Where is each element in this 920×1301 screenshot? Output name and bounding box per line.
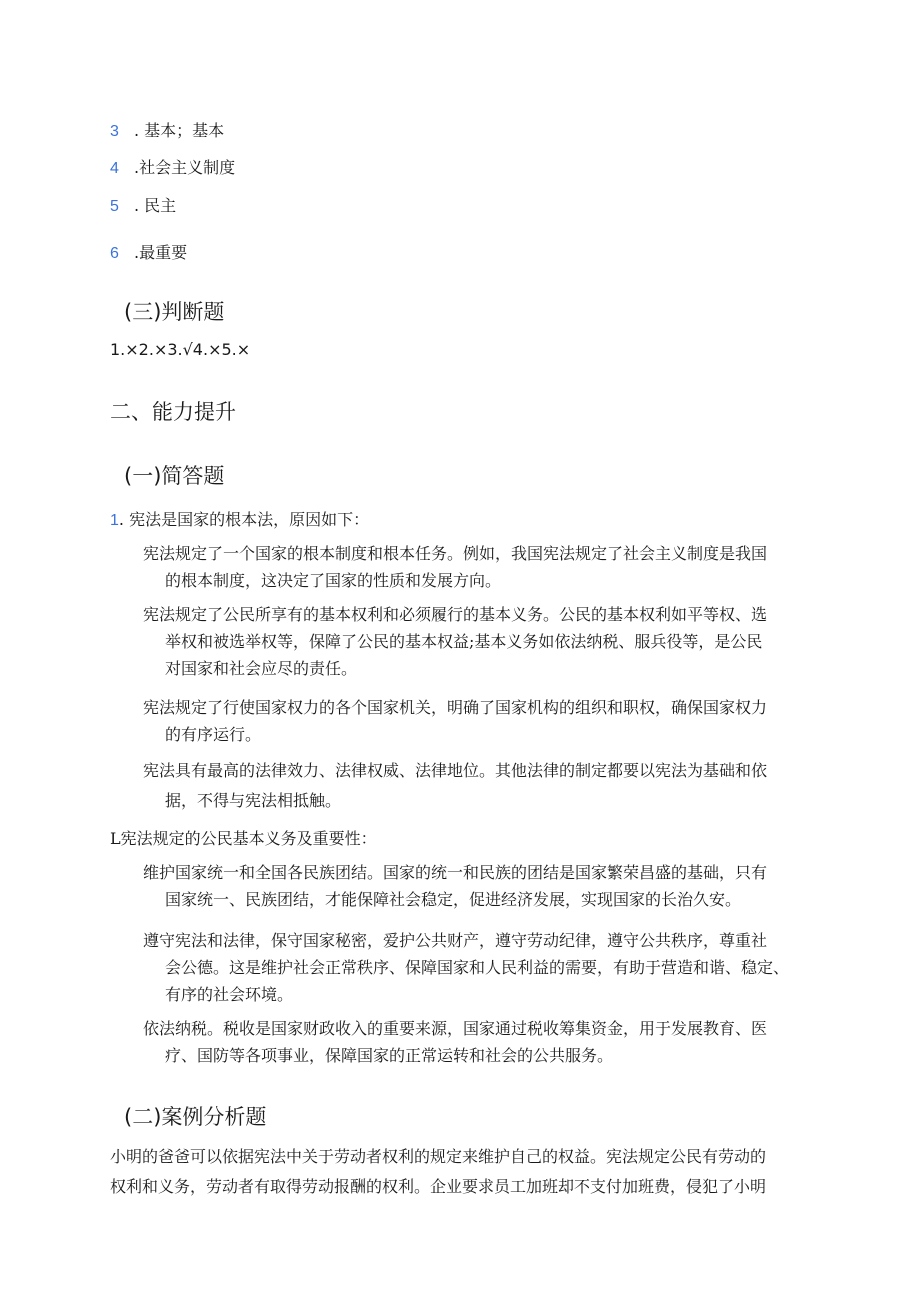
- answer-item-4: [110, 155, 235, 178]
- point-line: 依法纳税。税收是国家财政收入的重要来源，国家通过税收筹集资金，用于发展教育、医: [143, 1019, 768, 1038]
- point-line: 会公德。这是维护社会正常秩序、保障国家和人民利益的需要，有助于营造和谐、稳定、: [165, 958, 790, 977]
- question-number: 1: [110, 512, 119, 529]
- answer-text: .社会主义制度: [134, 158, 236, 177]
- point-line: 宪法规定了一个国家的根本制度和根本任务。例如，我国宪法规定了社会主义制度是我国: [143, 544, 768, 563]
- paragraph-line: 小明的爸爸可以依据宪法中关于劳动者权利的规定来维护自己的权益。宪法规定公民有劳动的: [110, 1147, 767, 1166]
- point-line: 国家统一、民族团结，才能保障社会稳定，促进经济发展，实现国家的长治久安。: [165, 890, 742, 909]
- question-2-intro: L宪法规定的公民基本义务及重要性：: [110, 829, 377, 848]
- answer-text: . 民主: [134, 196, 177, 215]
- point-line: 据，不得与宪法相抵触。: [165, 791, 342, 810]
- question-1-intro: [110, 507, 369, 530]
- q2-point-1: [143, 859, 767, 913]
- section-short-answer-title: (一)简答题: [124, 464, 225, 488]
- answer-item-3: [110, 118, 224, 141]
- answer-number: 6: [110, 245, 119, 262]
- q1-point-2: [143, 601, 767, 682]
- q1-point-1: [143, 540, 767, 594]
- answer-text: .最重要: [134, 243, 188, 262]
- q1-point-3: [143, 694, 767, 748]
- question-intro-text: . 宪法是国家的根本法，原因如下：: [118, 510, 370, 529]
- point-line: 疗、国防等各项事业，保障国家的正常运转和社会的公共服务。: [165, 1046, 614, 1065]
- section-ability-title: 二、能力提升: [110, 400, 236, 424]
- answer-number: 3: [110, 123, 119, 140]
- answer-number: 5: [110, 198, 119, 215]
- point-line: 对国家和社会应尽的责任。: [165, 659, 358, 678]
- q2-point-3: [143, 1015, 767, 1069]
- point-line: 维护国家统一和全国各民族团结。国家的统一和民族的团结是国家繁荣昌盛的基础，只有: [143, 863, 768, 882]
- paragraph-line: 权利和义务，劳动者有取得劳动报酬的权利。企业要求员工加班却不支付加班费，侵犯了小明: [110, 1177, 767, 1196]
- point-line: 遵守宪法和法律，保守国家秘密，爱护公共财产，遵守劳动纪律，遵守公共秩序，尊重社: [143, 931, 768, 950]
- answer-text: . 基本；基本: [134, 121, 225, 140]
- point-line: 的根本制度，这决定了国家的性质和发展方向。: [165, 571, 502, 590]
- point-line: 举权和被选举权等，保障了公民的基本权益;基本义务如依法纳税、服兵役等，是公民: [165, 632, 763, 651]
- case-analysis-paragraph: [110, 1142, 766, 1202]
- judgment-answers: 1.×2.×3.√4.×5.×: [110, 340, 251, 359]
- point-line: 宪法具有最高的法律效力、法律权威、法律地位。其他法律的制定都要以宪法为基础和依: [143, 761, 768, 780]
- point-line: 有序的社会环境。: [165, 985, 294, 1004]
- answer-number: 4: [110, 160, 119, 177]
- answer-item-5: [110, 193, 176, 216]
- point-line: 宪法规定了行使国家权力的各个国家机关，明确了国家机构的组织和职权，确保国家权力: [143, 698, 768, 717]
- section-judgment-title: (三)判断题: [124, 300, 225, 324]
- section-case-title: (二)案例分析题: [124, 1105, 267, 1129]
- answer-item-6: [110, 240, 187, 263]
- q2-point-2: [143, 927, 789, 1008]
- point-line: 的有序运行。: [165, 725, 262, 744]
- q1-point-4: [143, 756, 767, 816]
- point-line: 宪法规定了公民所享有的基本权利和必须履行的基本义务。公民的基本权利如平等权、选: [143, 605, 768, 624]
